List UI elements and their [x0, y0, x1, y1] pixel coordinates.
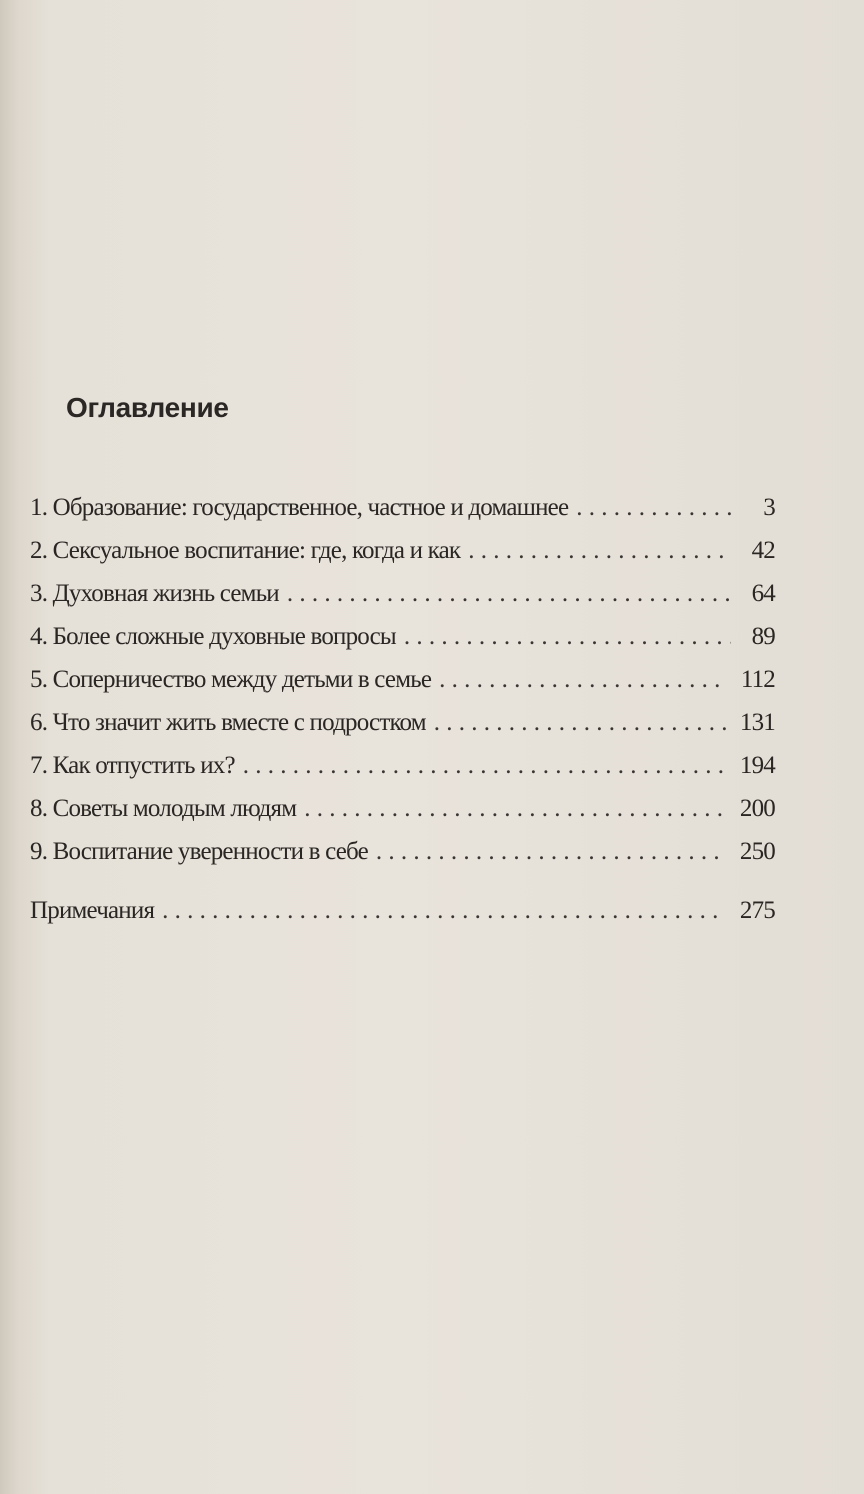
entry-page: 89 [751, 623, 775, 650]
table-of-contents [30, 494, 775, 940]
entry-page: 194 [739, 752, 775, 779]
entry-title: 7. Как отпустить их? [30, 752, 235, 779]
entry-title: 3. Духовная жизнь семьи [30, 580, 279, 607]
entry-page: 64 [751, 580, 775, 607]
toc-entry [30, 666, 775, 709]
dot-leader [376, 838, 726, 866]
entry-title: 5. Соперничество между детьми в семье [30, 666, 432, 693]
dot-leader [439, 666, 727, 694]
entry-title: Примечания [30, 897, 155, 924]
entry-title: 2. Сексуальное воспитание: где, когда и как [30, 537, 461, 564]
toc-entry [30, 623, 775, 666]
dot-leader [434, 709, 726, 737]
toc-entry [30, 838, 775, 881]
entry-title: 9. Воспитание уверенности в себе [30, 838, 368, 865]
entry-page: 275 [739, 897, 775, 924]
toc-entry [30, 537, 775, 580]
dot-leader [287, 580, 731, 608]
dot-leader [304, 795, 726, 823]
toc-entry [30, 709, 775, 752]
entry-page: 200 [739, 795, 775, 822]
toc-entry [30, 795, 775, 838]
toc-heading: Оглавление [66, 392, 229, 423]
entry-title: 8. Советы молодым людям [30, 795, 297, 822]
toc-entry [30, 752, 775, 795]
dot-leader [162, 897, 726, 925]
entry-page: 112 [740, 666, 775, 693]
entry-page: 3 [763, 494, 775, 521]
entry-page: 42 [751, 537, 775, 564]
entry-page: 131 [739, 709, 775, 736]
dot-leader [468, 537, 731, 565]
toc-entry [30, 494, 775, 537]
toc-entry [30, 580, 775, 623]
entry-title: 6. Что значит жить вместе с подростком [30, 709, 426, 736]
entry-title: 1. Образование: государственное, частное и домашнее [30, 494, 569, 521]
entry-title: 4. Более сложные духовные вопросы [30, 623, 396, 650]
dot-leader [243, 752, 726, 780]
entry-page: 250 [739, 838, 775, 865]
dot-leader [576, 494, 731, 522]
toc-entry-notes [30, 897, 775, 940]
dot-leader [404, 623, 731, 651]
